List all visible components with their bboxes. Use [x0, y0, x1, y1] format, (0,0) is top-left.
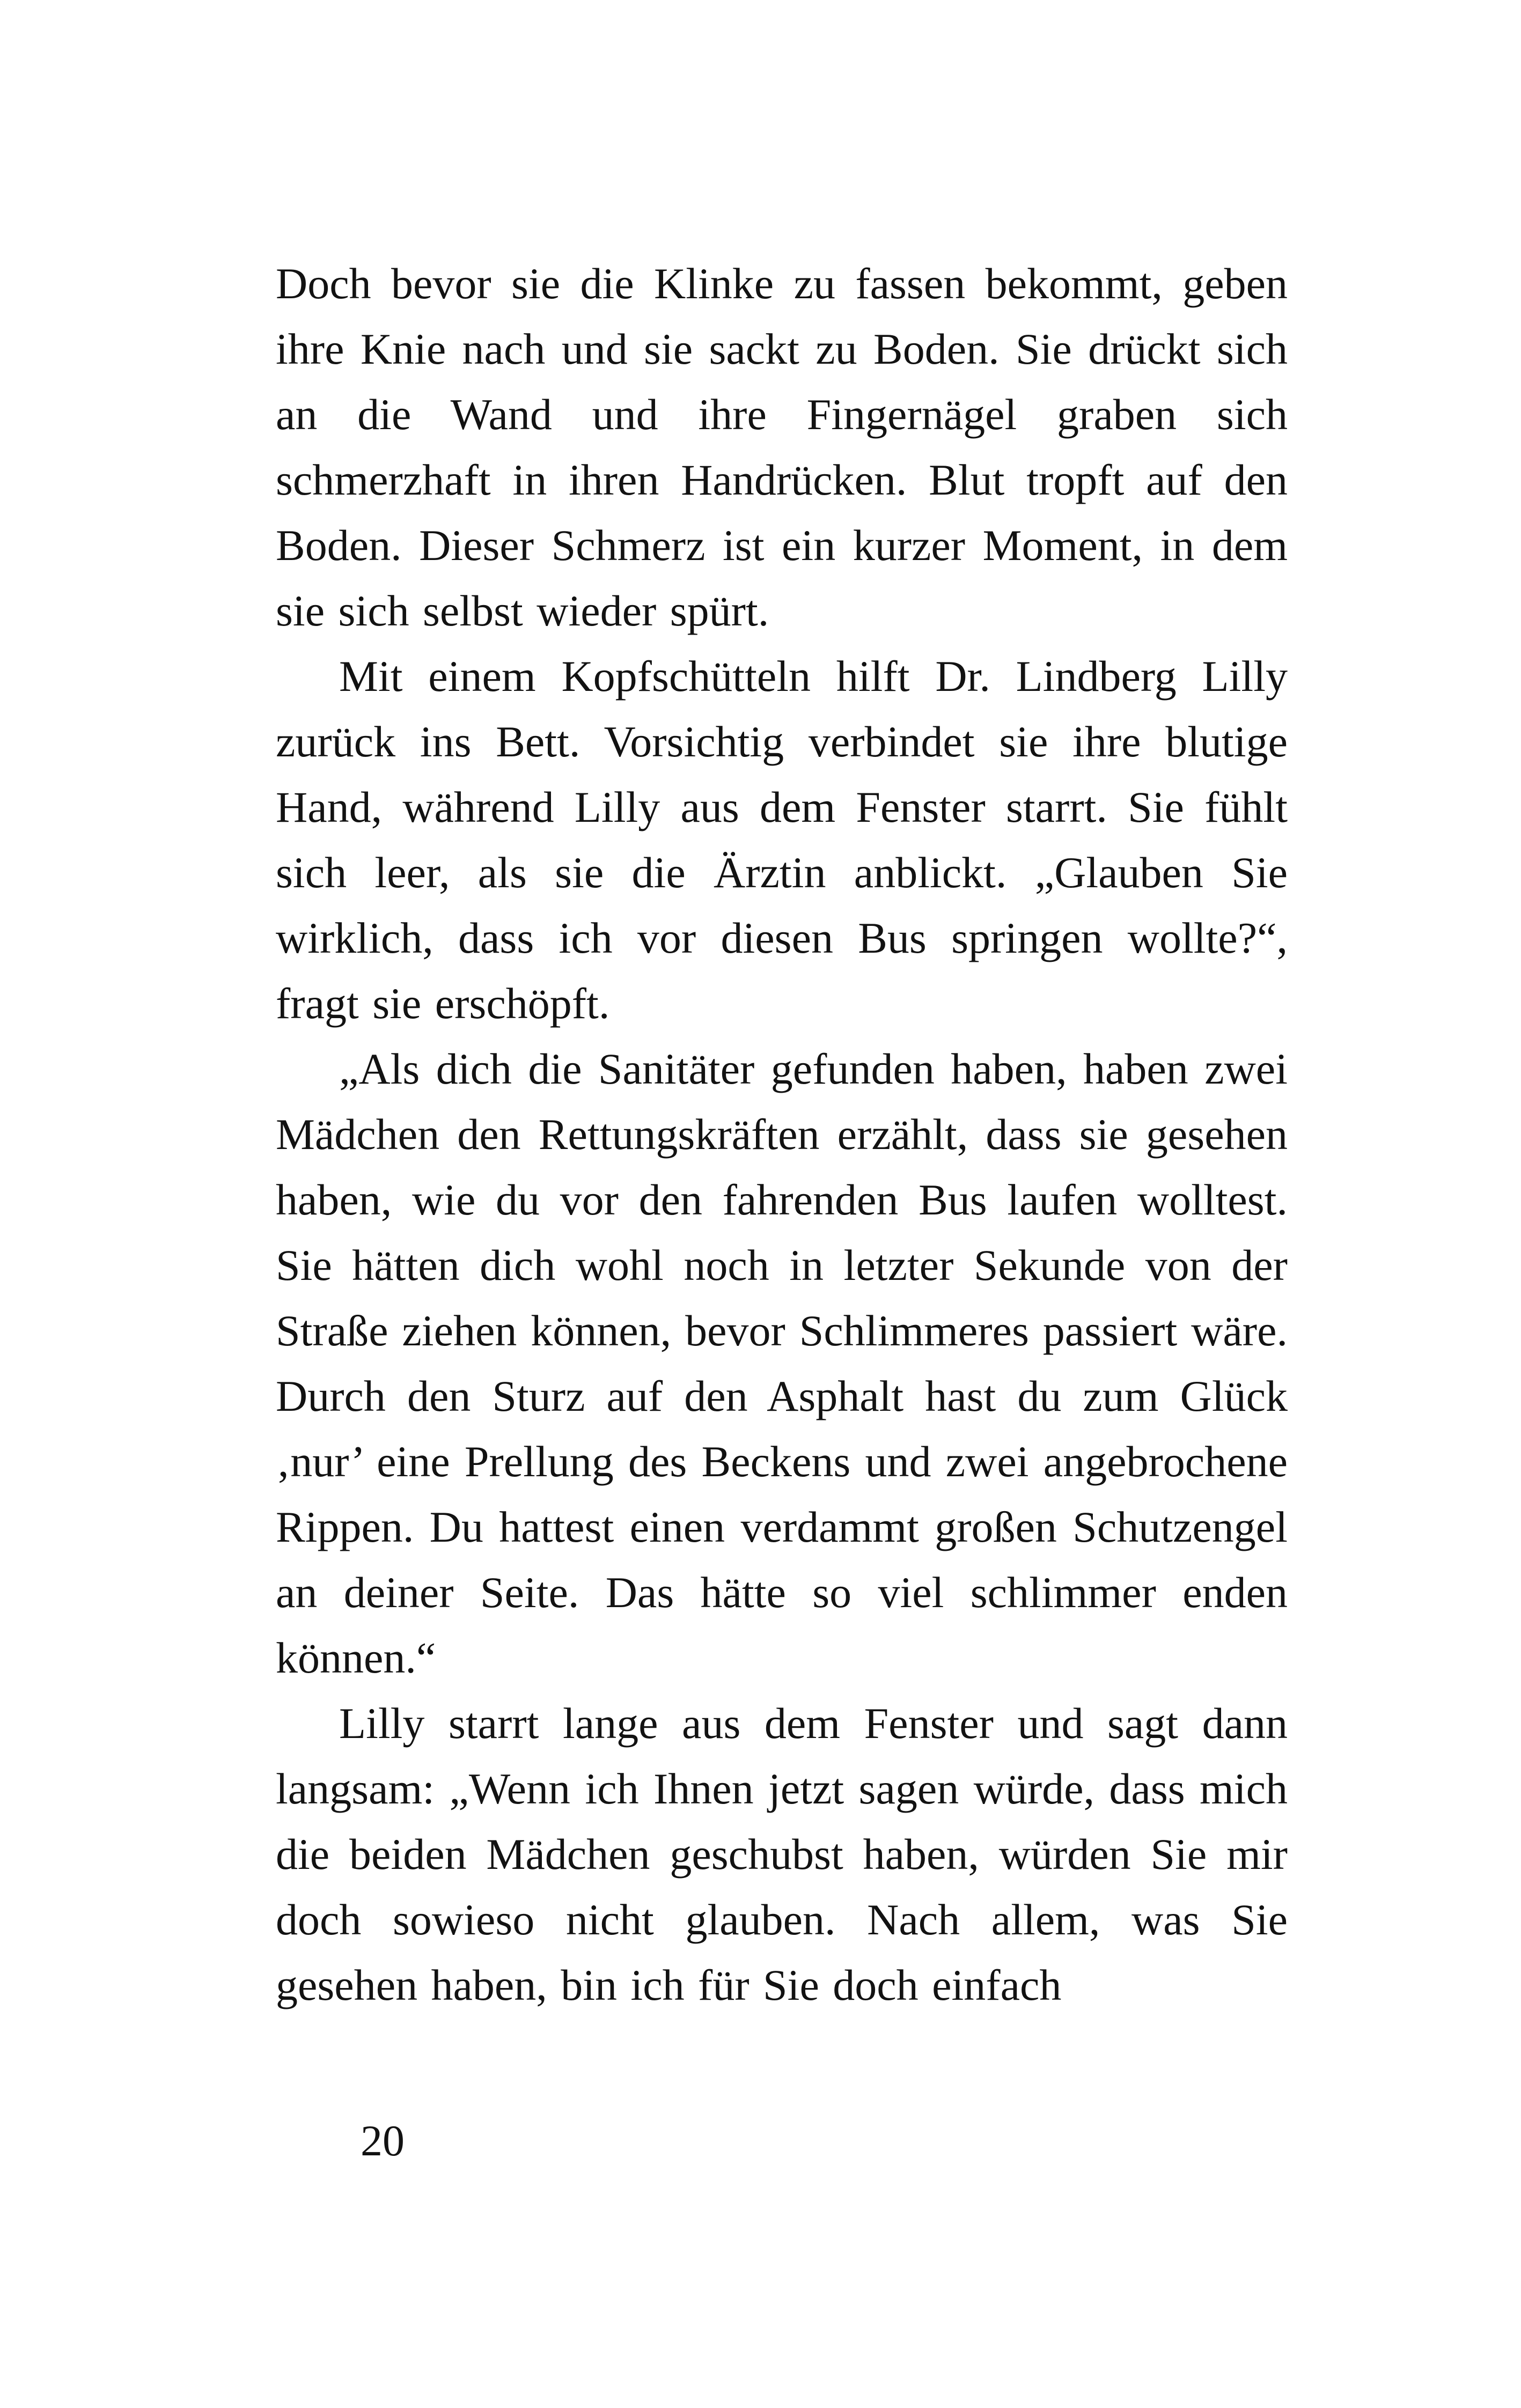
paragraph: Doch bevor sie die Klinke zu fassen bekommt, geben ihre Knie nach und sie sackt zu Boden. Sie drückt sich an die Wand und ihre Fingernägel graben sich schmerzhaft in ihren Handrücken. Blut tropft auf den Boden. Dieser Schmerz ist ein kurzer Moment, in dem sie sich selbst wieder spürt. [276, 259, 1288, 635]
page-number: 20 [361, 2116, 405, 2165]
paragraph: Mit einem Kopfschütteln hilft Dr. Lindberg Lilly zurück ins Bett. Vorsichtig verbindet sie ihre blutige Hand, während Lilly aus dem Fenster starrt. Sie fühlt sich leer, als sie die Ärztin anblickt. „Glauben Sie wirklich, dass ich vor diesen Bus springen wollte?“, fragt sie erschöpft. [276, 652, 1288, 1028]
text-block [276, 251, 1288, 2174]
paragraph: „Als dich die Sanitäter gefunden haben, haben zwei Mädchen den Rettungskräften erzählt, dass sie gesehen haben, wie du vor den fahrenden Bus laufen wolltest. Sie hätten dich wohl noch in letzter Sekunde von der Straße ziehen können, bevor Schlimmeres passiert wäre. Durch den Sturz auf den Asphalt hast du zum Glück ‚nur’ eine Prellung des Beckens und zwei angebrochene Rippen. Du hattest einen verdammt großen Schutzengel an deiner Seite. Das hätte so viel schlimmer enden können.“ [276, 1044, 1288, 1682]
paragraph: Lilly starrt lange aus dem Fenster und sagt dann langsam: „Wenn ich Ihnen jetzt sagen würde, dass mich die beiden Mädchen geschubst haben, würden Sie mir doch sowieso nicht glauben. Nach allem, was Sie gesehen haben, bin ich für Sie doch einfach [276, 1699, 1288, 2009]
